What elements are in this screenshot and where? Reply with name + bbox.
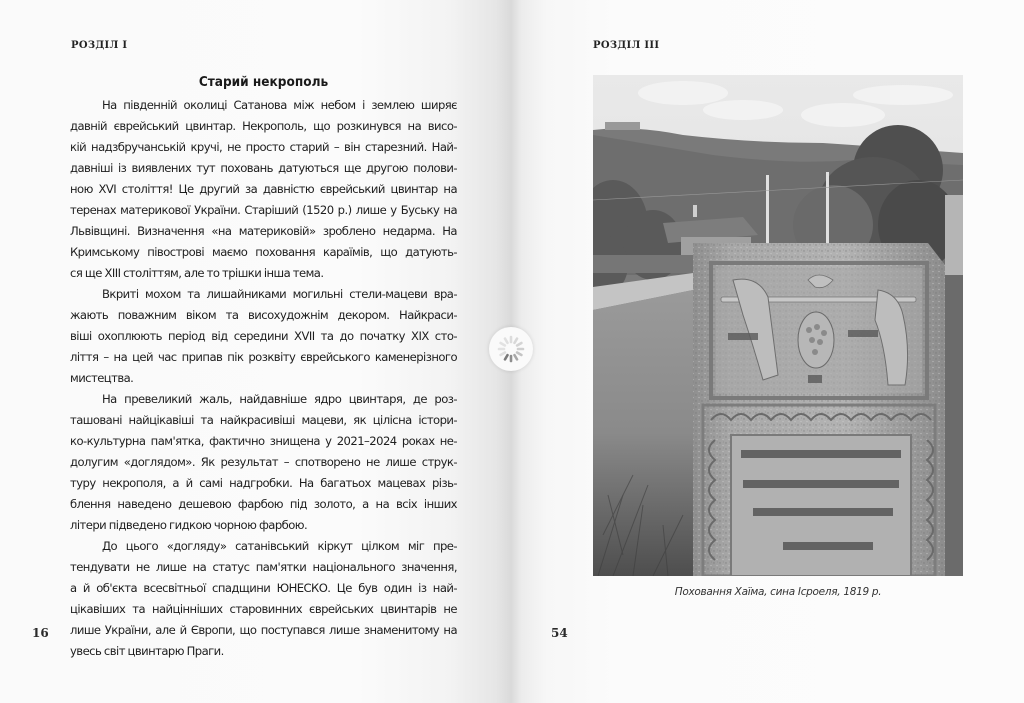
spinner-icon: [489, 327, 533, 371]
relief-grapes: [798, 312, 834, 368]
text-line: ко-культурна пам'ятка, фактично знищена у 2021–2024 роках не-: [70, 434, 457, 448]
text-line: ташовані найцікавіші та найкрасивіші мацеви, як цілісна істори-: [70, 413, 457, 427]
text-line: На південній околиці Сатанова між небом і землею ширяє: [102, 98, 457, 112]
tombstone-photo: [593, 75, 963, 576]
text-line: кій надзбручанській кручі, не просто старий – він старезний. Най-: [70, 140, 457, 154]
text-line: На превеликий жаль, найдавніше ядро цвинтаря, де роз-: [102, 392, 457, 406]
text-line: давній єврейський цвинтар. Некрополь, що розкинувся на висо-: [70, 119, 457, 133]
paragraph: [70, 536, 457, 662]
page-number-left: 16: [32, 626, 49, 640]
text-line: теренах материкової України. Старіший (1520 р.) лише у Буську на: [70, 203, 457, 217]
text-line: тендувати не лише на статус пам'ятки національного значення,: [70, 560, 457, 574]
section-title: Старий некрополь: [198, 74, 329, 90]
text-line: туру некрополя, а й самі надгробки. На багатьох мацевах різь-: [70, 476, 457, 490]
text-line: ліття – на цей час припав пік розквіту єврейського каменерізного: [70, 350, 457, 364]
text-line: блення наведено дешевою фарбою під золото, а на всіх інших: [70, 497, 457, 511]
text-line: давніші із виявлених тут поховань датуються ще другою полови-: [70, 161, 457, 175]
text-line: ною XVI століття! Це другий за давністю єврейський цвинтар на: [70, 182, 457, 196]
tombstone: [693, 243, 945, 576]
text-line: мистецтва.: [70, 371, 134, 385]
fence: [593, 255, 693, 273]
text-line: ся ще XIII століттям, але то трішки інша тема.: [70, 266, 324, 280]
text-line: До цього «догляду» сатанівський кіркут цілком міг пре-: [102, 539, 457, 553]
text-line: жають поважним віком та висохудожнім декором. Найкраси-: [70, 308, 457, 322]
text-line: Вкриті мохом та лишайниками могильні стели-мацеви вра-: [102, 287, 457, 301]
paragraph: [70, 284, 457, 389]
paragraph: [70, 95, 457, 284]
paragraph: [70, 389, 457, 536]
text-line: а й об'єкта всесвітньої спадщини ЮНЕСКО. Це був один із най-: [70, 581, 457, 595]
page-number-right: 54: [551, 626, 568, 640]
loading-spinner: [489, 327, 533, 371]
text-line: віші охоплюють період від середини XVII та до початку XIX сто-: [70, 329, 457, 343]
text-line: увесь світ цвинтарю Праги.: [70, 644, 224, 658]
text-line: літери підведено гидкою чорною фарбою.: [70, 518, 308, 532]
text-line: Львівщині. Визначення «на материковій» зроблено недарма. На: [70, 224, 457, 238]
hilltop-building: [605, 122, 640, 130]
running-head-right: РОЗДІЛ ІІІ: [593, 40, 660, 51]
text-line: цікавіших та найцінніших старовинних єврейських цвинтарів не: [70, 602, 457, 616]
running-head-left: РОЗДІЛ І: [71, 40, 128, 51]
photo-caption: Поховання Хаїма, сина Ісроеля, 1819 р.: [674, 586, 882, 598]
text-line: Кримському півострові маємо поховання караїмів, що датують-: [70, 245, 457, 259]
body-text: [70, 95, 457, 662]
grass: [593, 290, 693, 576]
text-line: лише України, але й Європи, що поступався лише знаменитому на: [70, 623, 457, 637]
left-page: [0, 0, 511, 703]
text-line: долугим «доглядом». Як результат – спотворено не лише струк-: [70, 455, 457, 469]
